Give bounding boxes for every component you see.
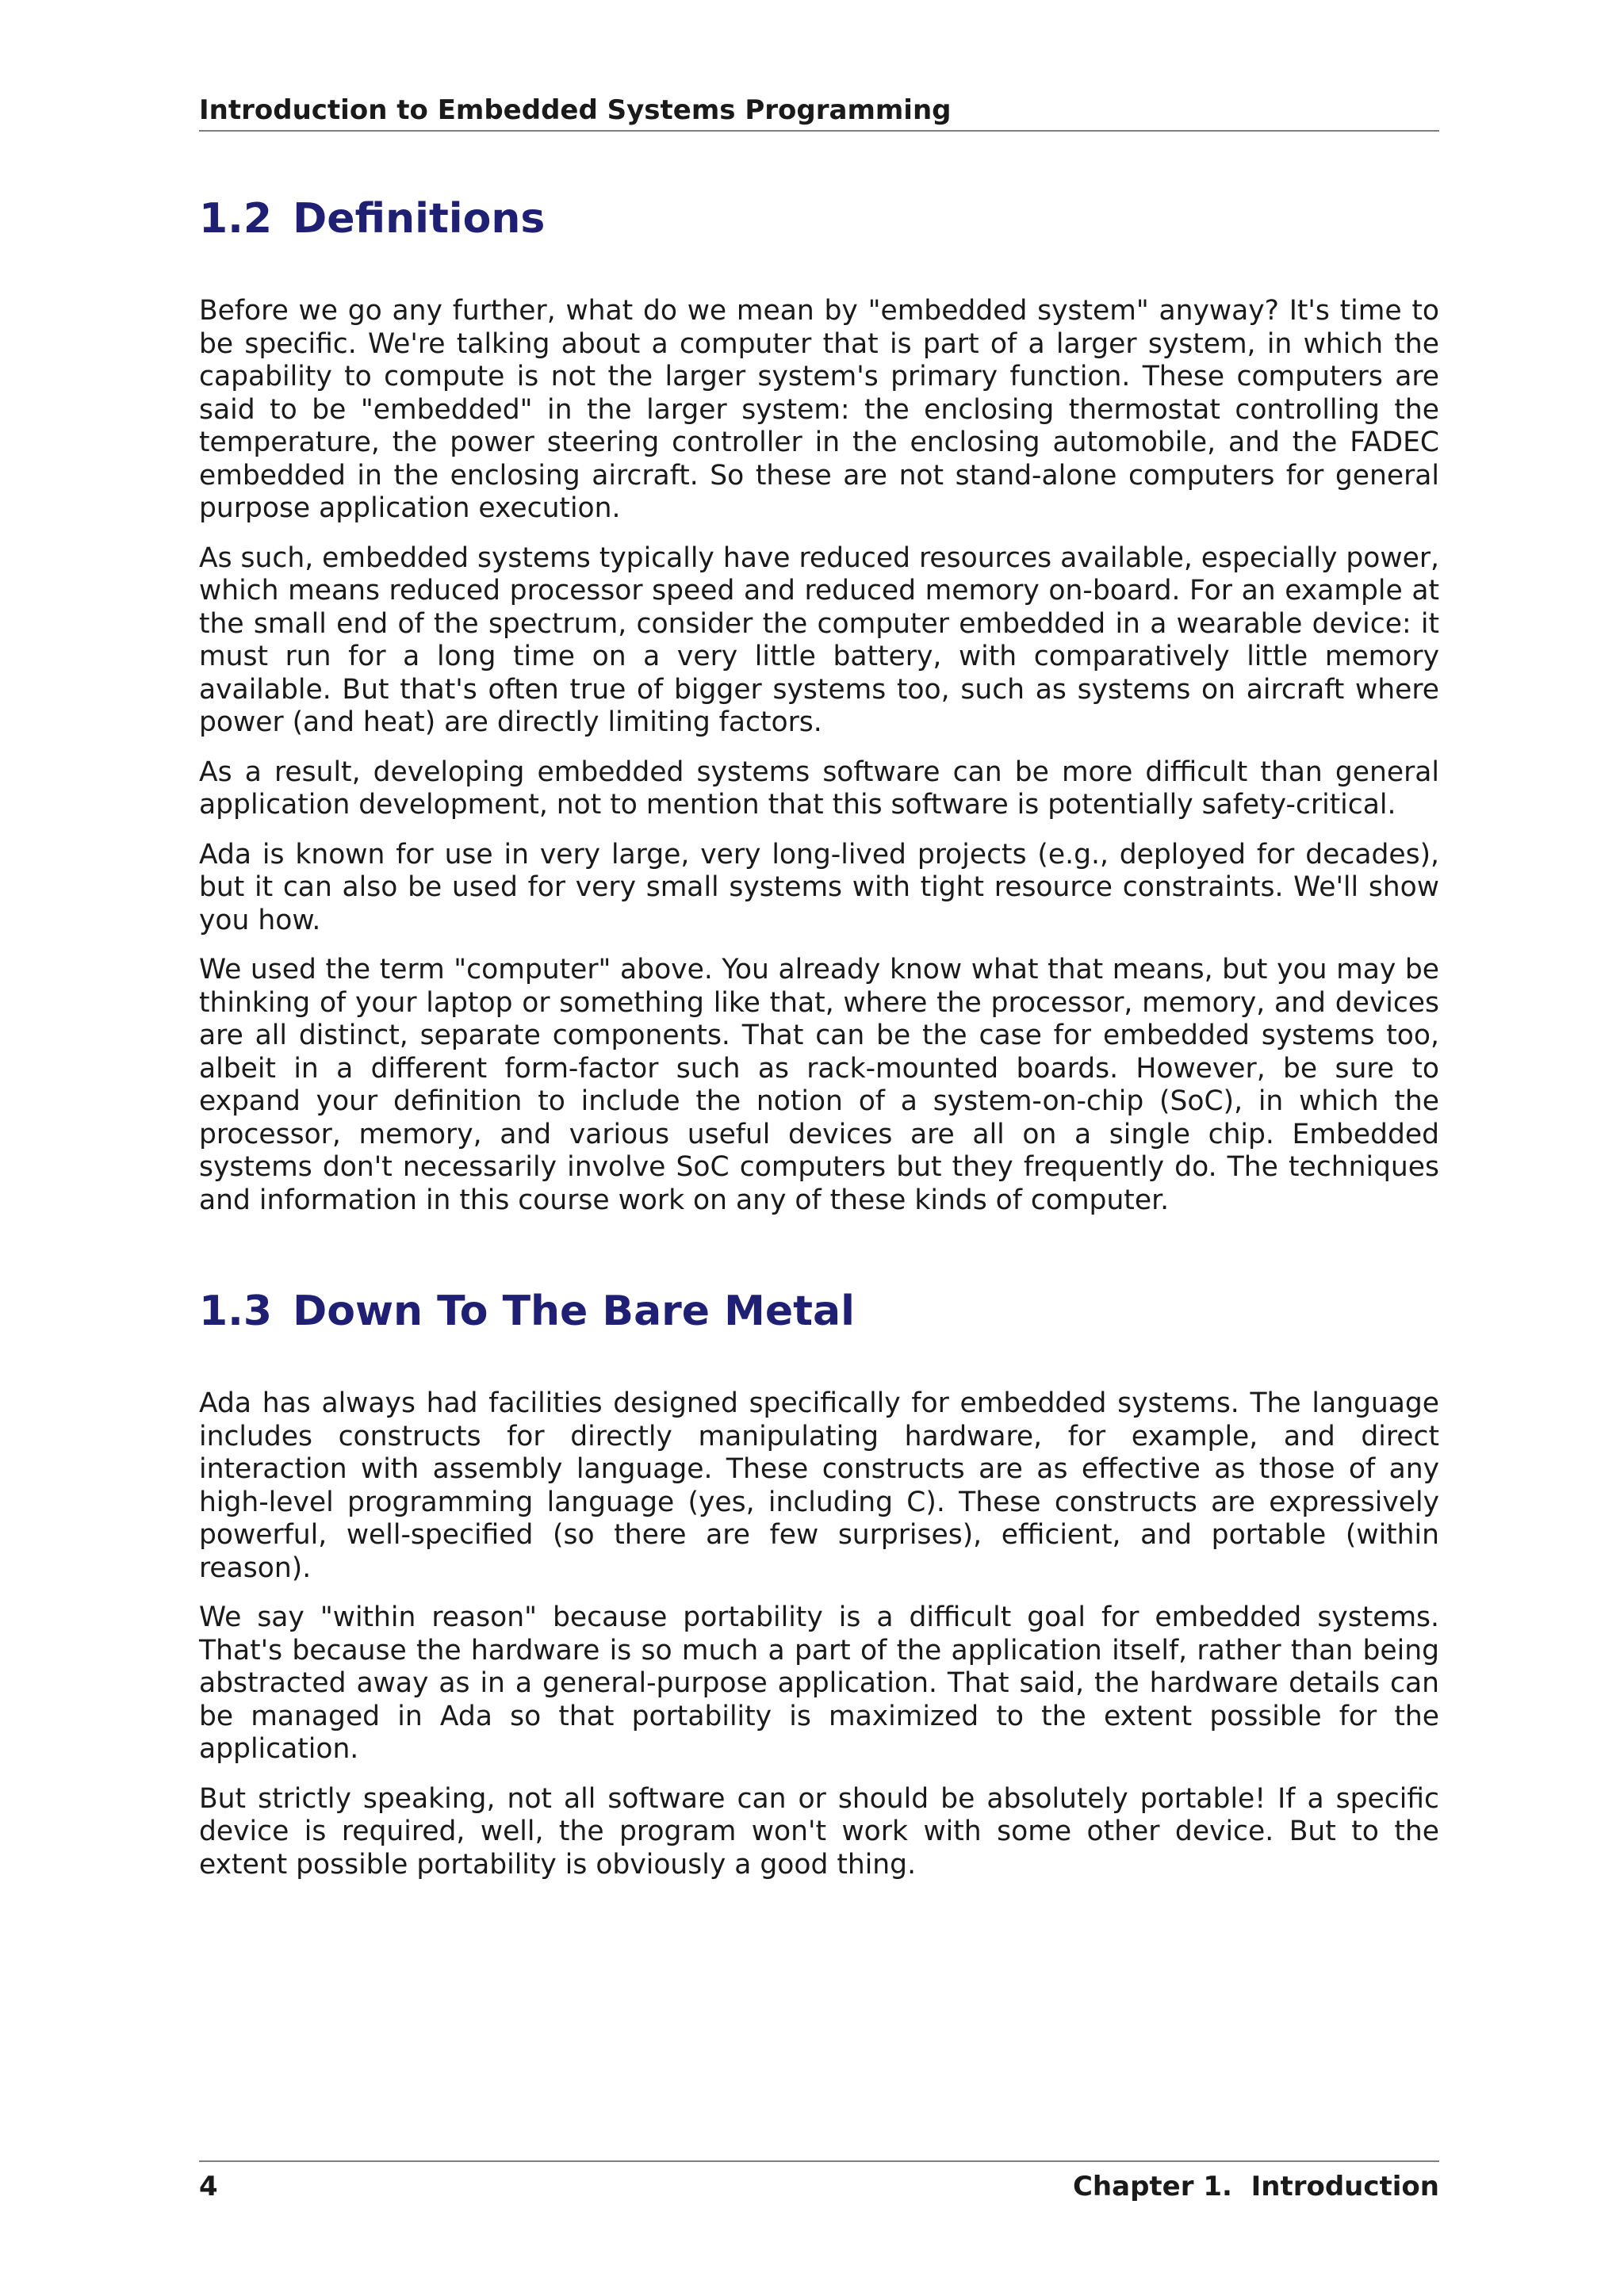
section-body-definitions	[199, 295, 1439, 1234]
page-number: 4	[199, 2171, 218, 2202]
section-number: 1.3	[199, 1288, 273, 1335]
paragraph: We used the term "computer" above. You already know what that means, but you may be thinking of your laptop or something like that, where the processor, memory, and devices are all distinct, separate components. That can be the case for embedded systems too, albeit in a different form-factor such as rack-mounted boards. However, be sure to expand your definition to include the notion of a system-on-chip (SoC), in which the processor, memory, and various useful devices are all on a single chip. Embedded systems don't necessarily involve SoC computers but they frequently do. The techniques and information in this course work on any of these kinds of computer.	[199, 954, 1439, 1216]
running-header	[199, 90, 1439, 132]
section-title: Definitions	[293, 195, 546, 243]
paragraph: Before we go any further, what do we mean by "embedded system" anyway? It's time to be specific. We're talking about a computer that is part of a larger system, in which the capability to compute is not the larger system's primary function. These computers are said to be "embedded" in the larger system: the enclosing thermostat controlling the temperature, the power steering controller in the enclosing automobile, and the FADEC embedded in the enclosing aircraft. So these are not stand-alone computers for general purpose application execution.	[199, 295, 1439, 524]
page-footer	[199, 2160, 1439, 2206]
paragraph: But strictly speaking, not all software can or should be absolutely portable! If a specific device is required, well, the program won't work with some other device. But to the extent possible portability is obviously a good thing.	[199, 1782, 1439, 1881]
section-body-bare-metal	[199, 1387, 1439, 1898]
paragraph: We say "within reason" because portability is a difficult goal for embedded systems. That's because the hardware is so much a part of the application itself, rather than being abstracted away as in a general-purpose application. That said, the hardware details can be managed in Ada so that portability is maximized to the extent possible for the application.	[199, 1601, 1439, 1765]
chapter-title: Introduction	[1251, 2171, 1439, 2202]
running-title: Introduction to Embedded Systems Programming	[199, 94, 952, 126]
section-title: Down To The Bare Metal	[293, 1288, 855, 1335]
chapter-reference	[1073, 2167, 1439, 2206]
paragraph: Ada has always had facilities designed specifically for embedded systems. The language includes constructs for directly manipulating hardware, for example, and direct interaction with assembly language. These constructs are as effective as those of any high-level programming language (yes, including C). These constructs are expressively powerful, well-specified (so there are few surprises), efficient, and portable (within reason).	[199, 1387, 1439, 1584]
chapter-label: Chapter 1.	[1072, 2171, 1232, 2202]
section-heading-bare-metal	[199, 1284, 1439, 1339]
paragraph: As such, embedded systems typically have reduced resources available, especially power, which means reduced processor speed and reduced memory on-board. For an example at the small end of the spectrum, consider the computer embedded in a wearable device: it must run for a long time on a very little battery, with comparatively little memory available. But that's often true of bigger systems too, such as systems on aircraft where power (and heat) are directly limiting factors.	[199, 541, 1439, 738]
section-heading-definitions	[199, 191, 1439, 247]
paragraph: As a result, developing embedded systems software can be more difficult than general application development, not to mention that this software is potentially safety-critical.	[199, 756, 1439, 821]
paragraph: Ada is known for use in very large, very long-lived projects (e.g., deployed for decades), but it can also be used for very small systems with tight resource constraints. We'll show you how.	[199, 838, 1439, 936]
section-number: 1.2	[199, 195, 273, 243]
